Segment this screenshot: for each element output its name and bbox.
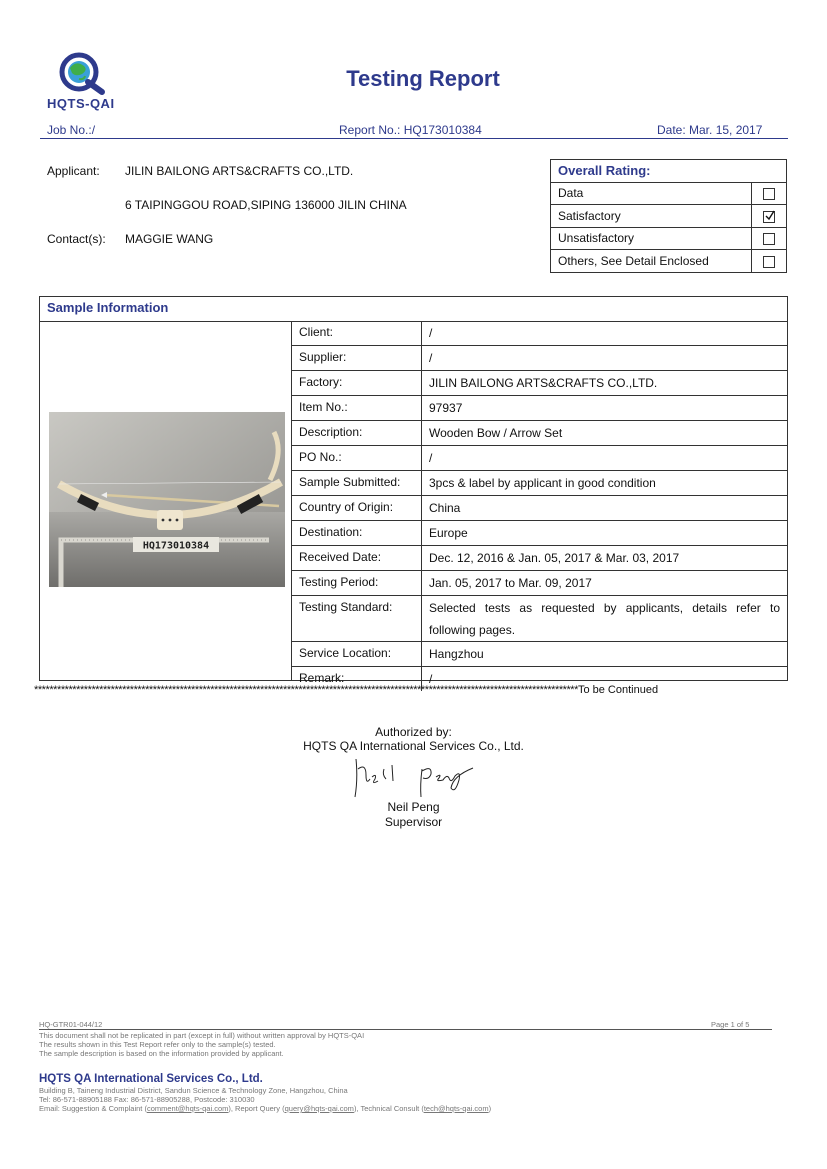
report-title: Testing Report (346, 66, 500, 91)
report-date: Date: Mar. 15, 2017 (657, 123, 763, 137)
contact-name: MAGGIE WANG (125, 232, 214, 246)
rating-row-data (551, 182, 787, 205)
sample-information-header: Sample Information (40, 297, 787, 322)
field-value: Jan. 05, 2017 to Mar. 09, 2017 (422, 571, 788, 596)
rating-option-label: Data (551, 182, 752, 205)
signatory-name: Neil Peng (387, 800, 440, 814)
field-label: Service Location: (292, 642, 422, 667)
separator-stars: ********************************************************************************************************************************************** (34, 684, 578, 696)
field-value: / (422, 321, 788, 346)
field-value: Wooden Bow / Arrow Set (422, 421, 788, 446)
sample-details (292, 321, 787, 691)
field-value: Europe (422, 521, 788, 546)
applicant-address: 6 TAIPINGGOU ROAD,SIPING 136000 JILIN CHINA (125, 198, 407, 212)
checkbox-unchecked-icon (763, 233, 775, 245)
table-row (292, 571, 787, 596)
field-value: 3pcs & label by applicant in good condition (422, 471, 788, 496)
field-label: Country of Origin: (292, 496, 422, 521)
form-code: HQ-GTR01-044/12 (39, 1020, 103, 1029)
field-value: / (429, 672, 433, 686)
overall-rating-header: Overall Rating: (551, 160, 787, 183)
footer-email-text: Email: Suggestion & Complaint ( (39, 1104, 147, 1113)
table-row (292, 521, 787, 546)
field-label: Sample Submitted: (292, 471, 422, 496)
complaint-email-link[interactable]: comment@hqts-qai.com (146, 1104, 229, 1113)
rating-row-others (551, 250, 787, 273)
rating-option-label: Unsatisfactory (551, 227, 752, 250)
field-label: Remark: (292, 667, 422, 692)
to-be-continued-text: To be Continued (577, 684, 659, 696)
overall-rating-table (550, 159, 787, 273)
checkbox-checked-icon (763, 211, 775, 223)
authorizing-company: HQTS QA International Services Co., Ltd. (303, 739, 524, 753)
applicant-name: JILIN BAILONG ARTS&CRAFTS CO.,LTD. (125, 164, 354, 178)
sample-photo-label: HQ173010384 (142, 540, 210, 552)
page-number: Page 1 of 5 (711, 1020, 750, 1029)
field-label: Factory: (292, 371, 422, 396)
rating-row-unsatisfactory (551, 227, 787, 250)
signatory-title: Supervisor (384, 815, 443, 829)
query-email-link[interactable]: query@hqts-qai.com (284, 1104, 354, 1113)
field-value: 97937 (422, 396, 788, 421)
checkbox-unchecked-icon (763, 256, 775, 268)
field-value: Dec. 12, 2016 & Jan. 05, 2017 & Mar. 03, 2017 (422, 546, 788, 571)
applicant-label: Applicant: (47, 164, 100, 178)
rating-row-satisfactory (551, 205, 787, 228)
table-row (292, 421, 787, 446)
footer-phone: Tel: 86-571-88905188 Fax: 86-571-88905288, Postcode: 310030 (39, 1095, 255, 1104)
authorized-by-label: Authorized by: (375, 725, 452, 739)
field-label: Description: (292, 421, 422, 446)
field-value: / (422, 346, 788, 371)
sample-information-table (39, 296, 788, 686)
field-value: China (422, 496, 788, 521)
report-number: Report No.: HQ173010384 (339, 123, 482, 137)
contact-label: Contact(s): (47, 232, 106, 246)
field-label: Client: (292, 321, 422, 346)
field-label: Testing Standard: (292, 596, 422, 642)
field-label: Item No.: (292, 396, 422, 421)
footer-notice: The results shown in this Test Report refer only to the sample(s) tested. (39, 1040, 276, 1049)
table-row (292, 496, 787, 521)
table-row (292, 446, 787, 471)
checkbox-unchecked-icon (763, 188, 775, 200)
rating-option-label: Others, See Detail Enclosed (551, 250, 752, 273)
job-number: Job No.:/ (47, 123, 96, 137)
table-row (292, 346, 787, 371)
footer-notice: The sample description is based on the information provided by applicant. (39, 1049, 284, 1058)
footer-company-name: HQTS QA International Services Co., Ltd. (39, 1073, 263, 1085)
sample-photo-image (49, 412, 285, 587)
table-row (292, 371, 787, 396)
table-row (292, 396, 787, 421)
footer-email-text: ), Technical Consult ( (353, 1104, 424, 1113)
field-value: JILIN BAILONG ARTS&CRAFTS CO.,LTD. (422, 371, 788, 396)
table-row (292, 471, 787, 496)
table-row (292, 546, 787, 571)
field-label: PO No.: (292, 446, 422, 471)
footer-notice: This document shall not be replicated in part (except in full) without written approval by HQTS-QAI (39, 1031, 365, 1040)
to-be-continued-line (34, 684, 784, 696)
logo-text: HQTS-QAI (47, 96, 115, 111)
tech-email-link[interactable]: tech@hqts-qai.com (423, 1104, 489, 1113)
table-row (292, 321, 787, 346)
footer-divider (39, 1029, 772, 1030)
footer-email-text: ) (488, 1104, 492, 1113)
field-label: Testing Period: (292, 571, 422, 596)
field-label: Received Date: (292, 546, 422, 571)
sample-photo-cell (40, 321, 292, 680)
footer-address: Building B, Taineng Industrial District, Sandun Science & Technology Zone, Hangzhou, China (39, 1086, 348, 1095)
field-label: Destination: (292, 521, 422, 546)
signature-image (352, 755, 478, 799)
header-divider (40, 138, 788, 139)
field-value: Hangzhou (422, 642, 788, 667)
table-row (292, 642, 787, 667)
table-row (292, 596, 787, 642)
field-label: Supplier: (292, 346, 422, 371)
rating-option-label: Satisfactory (551, 205, 752, 228)
footer-email-line (39, 1104, 491, 1113)
footer-email-text: ), Report Query ( (228, 1104, 285, 1113)
field-value: Selected tests as requested by applicants, details refer to following pages. (422, 596, 788, 642)
field-value: / (422, 446, 788, 471)
